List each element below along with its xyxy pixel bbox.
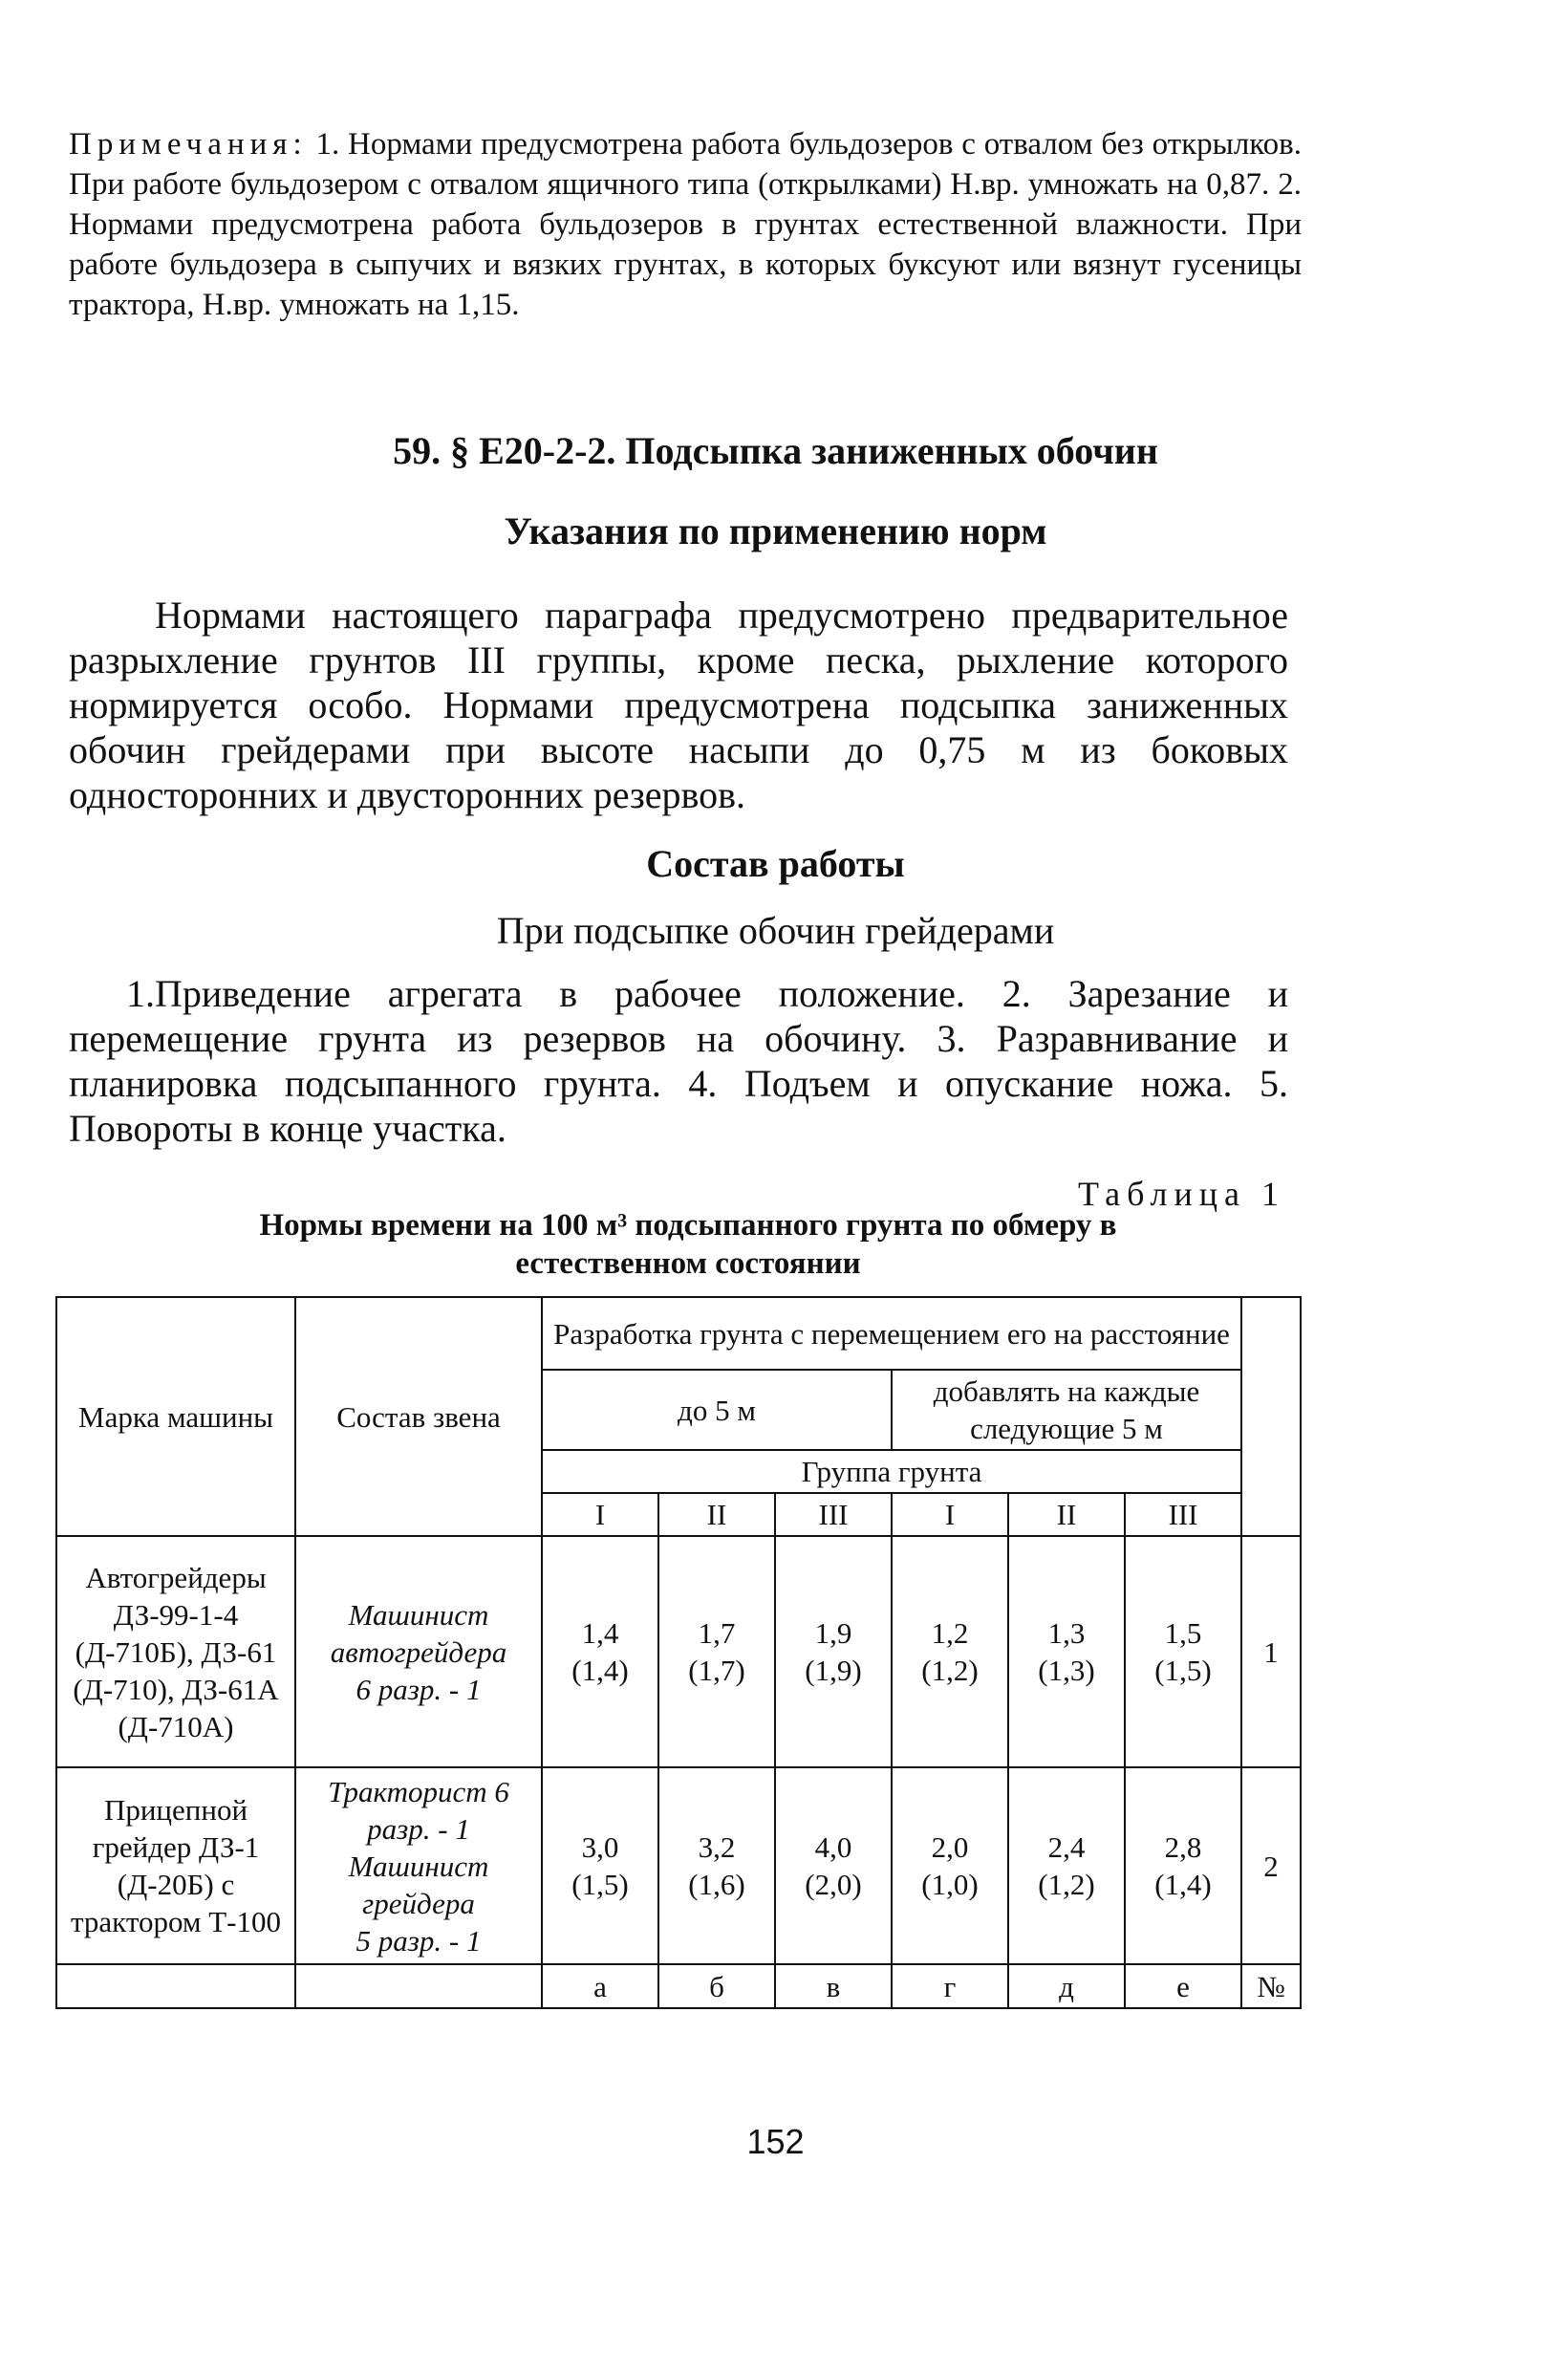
table-label: Таблица 1 (1078, 1175, 1285, 1213)
crew-cell (295, 1536, 542, 1767)
machine-cell: Автогрейдеры ДЗ-99-1-4 (Д-710Б), ДЗ-61 (Д-710), ДЗ-61А (Д-710А) (56, 1536, 295, 1767)
composition-title: Состав работы (646, 842, 905, 885)
value: 1,5 (1164, 1616, 1202, 1650)
value-cell (658, 1536, 775, 1767)
value: 3,2 (698, 1830, 736, 1864)
value: 2,4 (1047, 1830, 1086, 1864)
subvalue: (1,6) (688, 1868, 745, 1901)
row-number: 2 (1241, 1767, 1301, 1964)
table-row (56, 1536, 1301, 1767)
group-label: III (775, 1493, 892, 1536)
subvalue: (1,5) (571, 1868, 629, 1901)
value-cell (542, 1536, 658, 1767)
group-label: I (542, 1493, 658, 1536)
subvalue: (1,4) (1154, 1868, 1212, 1901)
header-machine: Марка машины (56, 1297, 295, 1536)
group-label: I (892, 1493, 1008, 1536)
value-cell (892, 1536, 1008, 1767)
header-crew: Состав звена (295, 1297, 542, 1536)
footer-blank (295, 1964, 542, 2008)
value: 2,0 (931, 1830, 969, 1864)
notes-text: 1. Нормами предусмотрена работа бульдозеров с отвалом без открылков. При работе бульдозером с отвалом ящичного типа (открылками) Н.вр. умножать на 0,87. 2. Нормами предусмотрена работа бульдозеров в грунтах естественной влажности. При работе бульдозера в сыпучих и вязких грунтах, в которых буксуют или вязнут гусеницы трактора, Н.вр. умножать на 1,15. (69, 127, 1302, 322)
column-letter: а (542, 1964, 658, 2008)
table-title: Нормы времени на 100 м³ подсыпанного грунта по обмеру в естественном состоянии (259, 1208, 1117, 1281)
column-letter: г (892, 1964, 1008, 2008)
guide-text: Нормами настоящего параграфа предусмотрено предварительное разрыхление грунтов III группы, кроме песка, рыхление которого нормируется особо. Нормами предусмотрена подсыпка заниженных обочин грейдерами при высоте насыпи до 0,75 м из боковых односторонних и двусторонних резервов. (69, 594, 1288, 816)
value-cell (658, 1767, 775, 1964)
value: 1,4 (581, 1616, 619, 1650)
column-letter: б (658, 1964, 775, 2008)
norms-table (55, 1296, 1302, 2009)
guide-title: Указания по применению норм (504, 509, 1047, 552)
subvalue: (1,7) (688, 1654, 745, 1687)
column-letter: е (1125, 1964, 1241, 2008)
header-group: Группа грунта (542, 1450, 1241, 1493)
value-cell (892, 1767, 1008, 1964)
number-label: № (1241, 1964, 1301, 2008)
value: 2,8 (1164, 1830, 1202, 1864)
value: 3,0 (581, 1830, 619, 1864)
value-cell (542, 1767, 658, 1964)
group-label: II (658, 1493, 775, 1536)
column-letter: д (1008, 1964, 1125, 2008)
value-cell (1125, 1536, 1241, 1767)
value-cell (1008, 1767, 1125, 1964)
footer-blank (56, 1964, 295, 2008)
header-upto5: до 5 м (542, 1370, 892, 1450)
value: 4,0 (814, 1830, 852, 1864)
notes (69, 124, 1302, 325)
value: 1,9 (814, 1616, 852, 1650)
value: 1,3 (1047, 1616, 1086, 1650)
crew-grade: 6 разр. - 1 (355, 1672, 482, 1706)
header-work: Разработка грунта с перемещением его на расстояние (542, 1297, 1241, 1370)
subvalue: (1,4) (571, 1654, 629, 1687)
section-title: 59. § Е20-2-2. Подсыпка заниженных обочин (393, 429, 1158, 472)
header-blank (1241, 1297, 1301, 1536)
column-letter: в (775, 1964, 892, 2008)
value-cell (775, 1767, 892, 1964)
subvalue: (2,0) (805, 1868, 862, 1901)
subvalue: (1,2) (921, 1654, 979, 1687)
notes-label: Примечания: (69, 127, 308, 162)
subvalue: (1,3) (1038, 1654, 1095, 1687)
value-cell (1125, 1767, 1241, 1964)
value-cell (775, 1536, 892, 1767)
header-add5: добавлять на каждые следующие 5 м (892, 1370, 1241, 1450)
crew-role: Тракторист 6 разр. - 1 Машинист грейдера (328, 1774, 509, 1920)
crew-cell (295, 1767, 542, 1964)
group-label: II (1008, 1493, 1125, 1536)
subvalue: (1,0) (921, 1868, 979, 1901)
page-number: 152 (746, 2122, 805, 2161)
row-number: 1 (1241, 1536, 1301, 1767)
crew-role: Машинист автогрейдера (330, 1597, 507, 1669)
subvalue: (1,9) (805, 1654, 862, 1687)
subvalue: (1,5) (1154, 1654, 1212, 1687)
composition-text: 1.Приведение агрегата в рабочее положение. 2. Зарезание и перемещение грунта из резервов на обочину. 3. Разравнивание и планировка подсыпанного грунта. 4. Подъем и опускание ножа. 5. Повороты в конце участка. (69, 972, 1288, 1150)
value: 1,7 (698, 1616, 736, 1650)
machine-cell: Прицепной грейдер ДЗ-1 (Д-20Б) с трактором Т-100 (56, 1767, 295, 1964)
table-row (56, 1767, 1301, 1964)
value-cell (1008, 1536, 1125, 1767)
value: 1,2 (931, 1616, 969, 1650)
group-label: III (1125, 1493, 1241, 1536)
subvalue: (1,2) (1038, 1868, 1095, 1901)
composition-subtitle: При подсыпке обочин грейдерами (496, 909, 1055, 952)
crew-grade: 5 разр. - 1 (355, 1923, 482, 1958)
